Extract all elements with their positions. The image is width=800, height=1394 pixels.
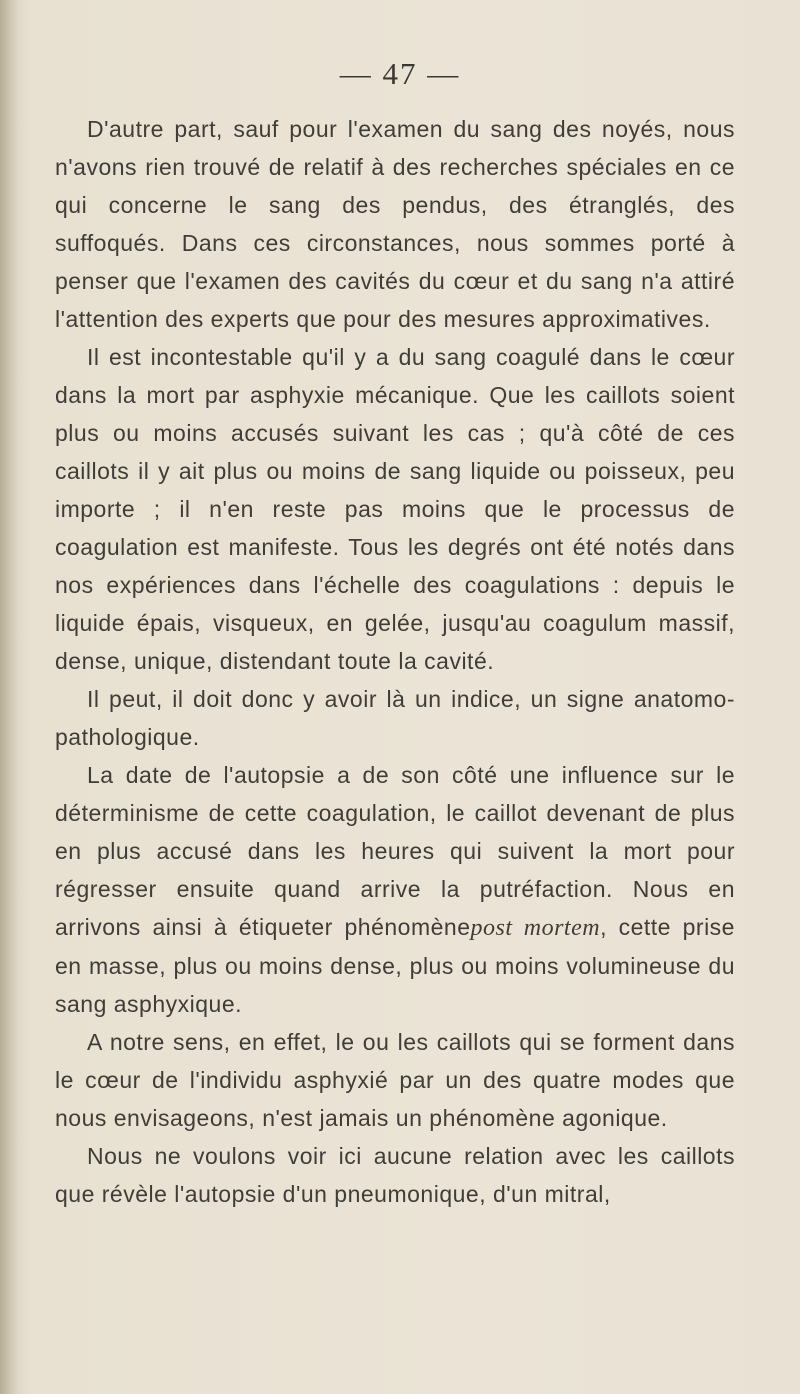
paragraph [55, 110, 735, 338]
paragraph-text: Nous ne voulons voir ici aucune relation avec les caillots que révèle l'autopsie d'un pneumonique, d'un mitral, [55, 1143, 735, 1207]
body-text [55, 110, 735, 1213]
paragraph-text: D'autre part, sauf pour l'examen du sang des noyés, nous n'avons rien trouvé de relatif à des recherches spéciales en ce qui concerne le sang des pendus, des étranglés, des suffoqués. Dans ces circonstances, nous sommes porté à penser que l'examen des cavités du cœur et du sang n'a attiré l'attention des experts que pour des mesures approximatives. [55, 116, 735, 332]
paragraph [55, 1137, 735, 1213]
paragraph-text: Il est incontestable qu'il y a du sang coagulé dans le cœur dans la mort par asphyxie mécanique. Que les caillots soient plus ou moins accusés suivant les cas ; qu'à côté de ces caillots il y ait plus ou moins de sang liquide ou poisseux, peu importe ; il n'en reste pas moins que le processus de coagulation est manifeste. Tous les degrés ont été notés dans nos expériences dans l'échelle des coagulations : depuis le liquide épais, visqueux, en gelée, jusqu'au coagulum massif, dense, unique, distendant toute la cavité. [55, 344, 735, 674]
paragraph-text-continued: , cette prise en masse, plus ou moins dense, plus ou moins volumineuse du sang asphyxique. [55, 914, 735, 1017]
paragraph [55, 680, 735, 756]
paragraph-text: La date de l'autopsie a de son côté une influence sur le déterminisme de cette coagulation, le caillot devenant de plus en plus accusé dans les heures qui suivent la mort pour régresser ensuite quand arrive la putréfaction. Nous en arrivons ainsi à étiqueter phénomène [55, 762, 735, 940]
paragraph-text: A notre sens, en effet, le ou les caillots qui se forment dans le cœur de l'individu asphyxié par un des quatre modes que nous envisageons, n'est jamais un phénomène agonique. [55, 1029, 735, 1131]
paragraph [55, 756, 735, 1023]
page-binding-edge [0, 0, 18, 1394]
page-number: — 47 — [339, 56, 461, 91]
paragraph [55, 338, 735, 680]
paragraph-text: Il peut, il doit donc y avoir là un indice, un signe anatomo-pathologique. [55, 686, 735, 750]
italic-term: post mortem [470, 915, 601, 941]
paragraph [55, 1023, 735, 1137]
